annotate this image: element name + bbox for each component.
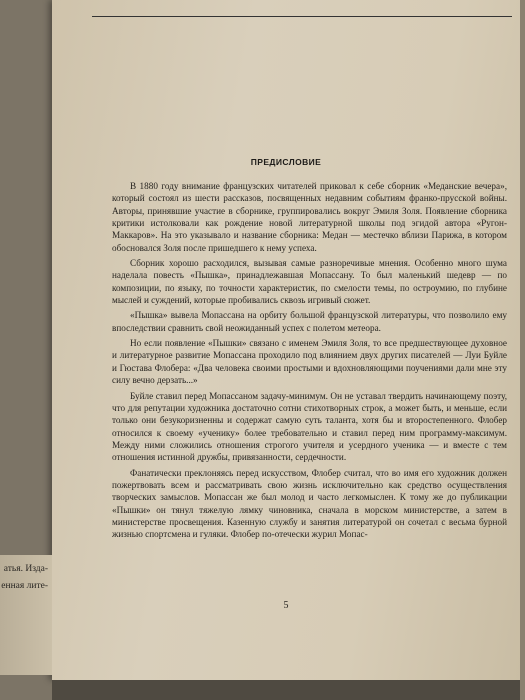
page-number: 5 bbox=[283, 600, 289, 611]
paragraph: «Пышка» вывела Мопассана на орбиту большой французской литературы, что позволило ему впоследствии сравнить свой неожиданный успех с полетом метеора. bbox=[112, 310, 507, 333]
previous-page-fragment bbox=[0, 555, 52, 675]
paragraph: Сборник хорошо расходился, вызывая самые разноречивые мнения. Особенно много шума наделала повесть «Пышка», принадлежавшая Мопассану. То был маленький шедевр — по композиции, по языку, по точности характеристик, по смелости темы, по остроумию, по глубине мыслей и суждений, которые пробивались сквозь игривый сюжет. bbox=[112, 258, 507, 306]
previous-page-line: атья. Изда- bbox=[3, 564, 48, 574]
previous-page-line: енная лите- bbox=[1, 581, 48, 591]
paragraph: Фанатически преклоняясь перед искусством, Флобер считал, что во имя его художник должен пожертвовать всем и рассматривать свою жизнь исключительно как средство осуществления творческих замыслов. Мопассан же был молод и часто легкомыслен. К тому же до публикации «Пышки» он тянул тяжелую лямку чиновника, сначала в морском министерстве, а затем в министерстве просвещения. Казенную службу и занятия литературой он сочетал с весьма бурной жизнью спортсмена и гуляки. Флобер по-отечески журил Мопас- bbox=[112, 467, 507, 540]
paragraph: Буйле ставил перед Мопассаном задачу-минимум. Он не уставал твердить начинающему поэту, что для репутации художника достаточно сотни стихотворных строк, а может быть, и меньше, если только они безукоризненны и содержат самую суть таланта, хотя бы и второстепенного. Флобер относился к своему «ученику» более требовательно и ставил перед ним программу-максимум. Между ними сложились отношения строгого учителя и усердного ученика — и вместе с тем отношения истинной дружбы, привязанности, сердечности. bbox=[112, 390, 507, 463]
table-shadow bbox=[52, 680, 525, 700]
header-rule bbox=[92, 16, 512, 17]
body-text bbox=[112, 180, 507, 544]
book-page bbox=[52, 0, 520, 680]
page-edge bbox=[520, 0, 525, 700]
paragraph: В 1880 году внимание французских читателей приковал к себе сборник «Меданские вечера», который состоял из шести рассказов, посвященных недавним событиям франко-прусской войны. Авторы, принявшие участие в сборнике, группировались вокруг Эмиля Золя. Появление сборника критики истолковали как рождение новой литературной школы под эгидой автора «Ругон-Маккаров». На это указывало и название сборника: Медан — местечко вблизи Парижа, в котором обосновался Золя после пришедшего к нему успеха. bbox=[112, 181, 507, 253]
page-heading: ПРЕДИСЛОВИЕ bbox=[250, 157, 322, 167]
paragraph: Но если появление «Пышки» связано с именем Эмиля Золя, то все предшествующее духовное и литературное развитие Мопассана проходило под влиянием двух других писателей — Луи Буйле и Гюстава Флобера: «Два человека своими простыми и вдохновляющими поучениями дали мне эту силу вечно дерзать...» bbox=[112, 338, 507, 386]
